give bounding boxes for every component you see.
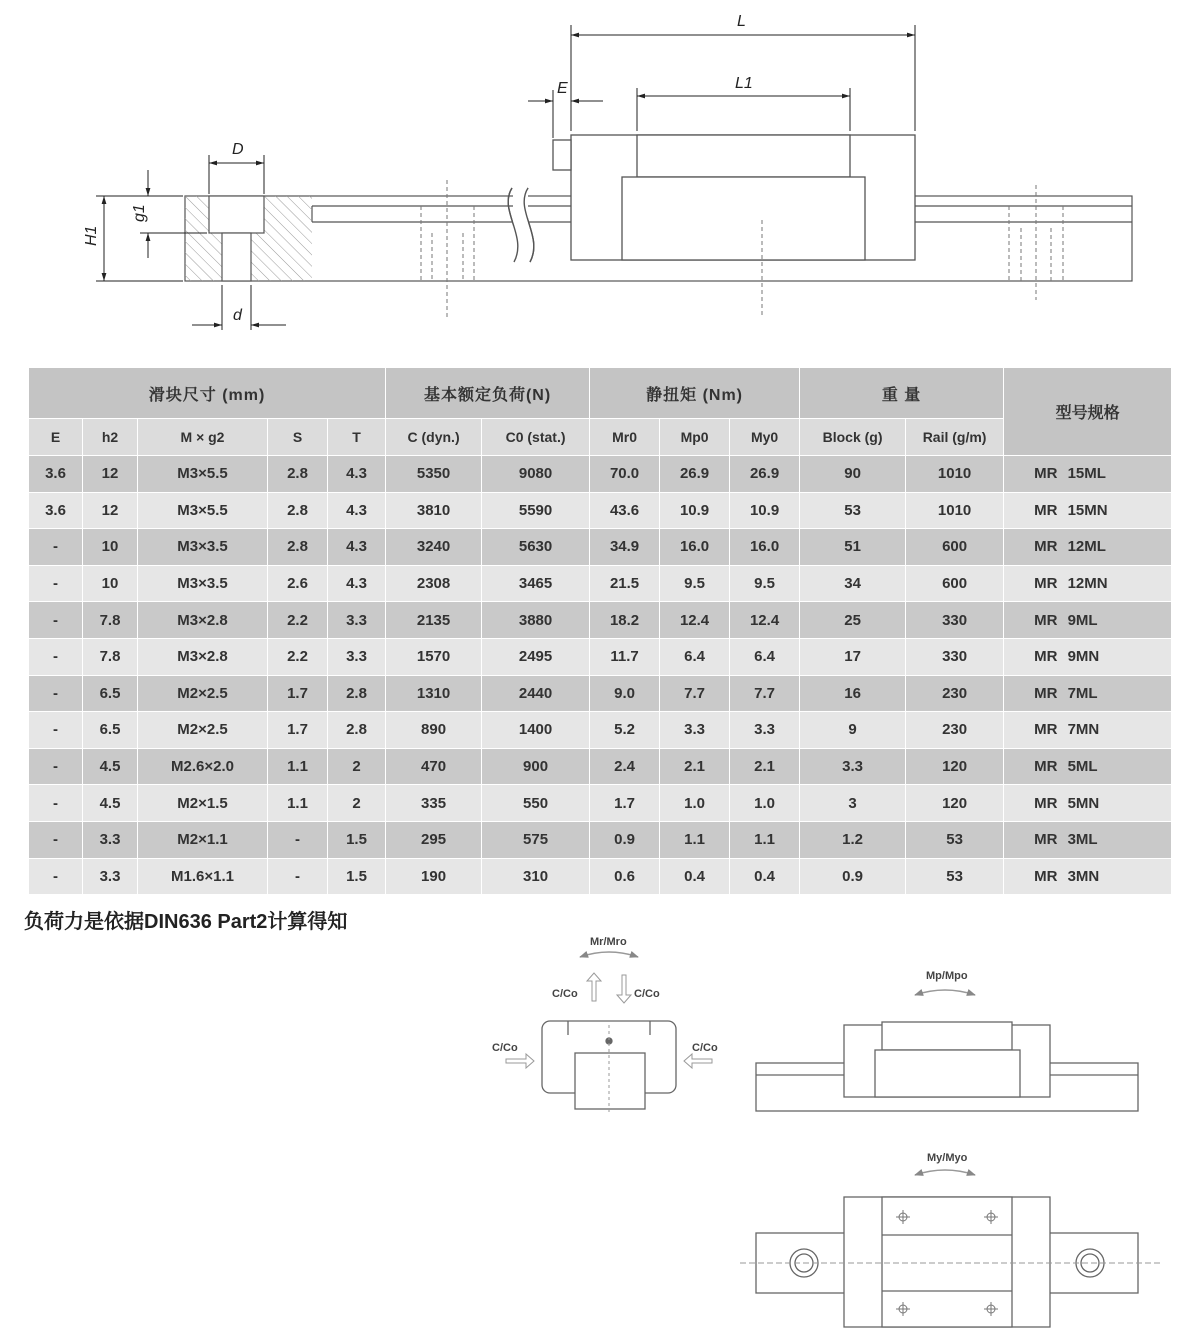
model-cell: MR 7ML	[1004, 675, 1172, 712]
table-cell: 51	[800, 529, 906, 566]
table-cell: M3×5.5	[138, 456, 268, 493]
table-cell: 2308	[386, 565, 482, 602]
table-cell: 12.4	[730, 602, 800, 639]
table-cell: 2.1	[730, 748, 800, 785]
table-cell: 1.1	[730, 821, 800, 858]
header-static-moment: 静扭矩 (Nm)	[590, 368, 800, 419]
table-sub-header-row	[29, 419, 1172, 456]
table-cell: 6.4	[660, 638, 730, 675]
table-cell: 1.7	[590, 785, 660, 822]
table-cell: 2.8	[268, 456, 328, 493]
table-cell: 600	[906, 529, 1004, 566]
table-cell: 1310	[386, 675, 482, 712]
table-cell: 34.9	[590, 529, 660, 566]
table-cell: -	[29, 565, 83, 602]
table-cell: -	[29, 712, 83, 749]
table-cell: 26.9	[730, 456, 800, 493]
rail-section-hatch	[185, 196, 312, 281]
table-cell: 2.6	[268, 565, 328, 602]
table-cell: M3×3.5	[138, 565, 268, 602]
table-cell: 11.7	[590, 638, 660, 675]
model-cell: MR 3ML	[1004, 821, 1172, 858]
table-cell: M2×1.5	[138, 785, 268, 822]
table-cell: 1570	[386, 638, 482, 675]
table-cell: 1.7	[268, 675, 328, 712]
dim-label-L: L	[737, 13, 746, 30]
table-cell: 2	[328, 785, 386, 822]
table-cell: 1.5	[328, 858, 386, 895]
label-side-right: C/Co	[692, 1042, 718, 1054]
header-weight: 重 量	[800, 368, 1004, 419]
table-cell: 1010	[906, 456, 1004, 493]
table-cell: 3.3	[328, 602, 386, 639]
table-cell: 10	[83, 565, 138, 602]
model-cell: MR 7MN	[1004, 712, 1172, 749]
table-cell: 310	[482, 858, 590, 895]
table-cell: 1.2	[800, 821, 906, 858]
column-header: C0 (stat.)	[482, 419, 590, 456]
label-side-left: C/Co	[492, 1042, 518, 1054]
model-cell: MR 12MN	[1004, 565, 1172, 602]
mounting-hole-right	[1009, 185, 1063, 300]
table-cell: 3.3	[83, 858, 138, 895]
label-load-right: C/Co	[634, 988, 660, 1000]
table-cell: -	[29, 529, 83, 566]
table-cell: 10	[83, 529, 138, 566]
table-cell: 190	[386, 858, 482, 895]
table-cell: 3240	[386, 529, 482, 566]
table-cell: 25	[800, 602, 906, 639]
table-cell: 0.4	[730, 858, 800, 895]
table-cell: M2×2.5	[138, 712, 268, 749]
header-block-dims: 滑块尺寸 (mm)	[29, 368, 386, 419]
table-cell: 5630	[482, 529, 590, 566]
table-row	[29, 748, 1172, 785]
header-rated-load: 基本额定负荷(N)	[386, 368, 590, 419]
table-cell: 7.7	[660, 675, 730, 712]
table-cell: 230	[906, 712, 1004, 749]
table-cell: 3.6	[29, 492, 83, 529]
spec-table	[28, 367, 1172, 895]
table-group-header-row	[29, 368, 1172, 419]
dim-label-d: d	[233, 307, 242, 324]
table-cell: -	[268, 858, 328, 895]
column-header: My0	[730, 419, 800, 456]
table-cell: 5.2	[590, 712, 660, 749]
table-cell: 70.0	[590, 456, 660, 493]
table-cell: 3880	[482, 602, 590, 639]
table-cell: 0.9	[590, 821, 660, 858]
table-cell: M1.6×1.1	[138, 858, 268, 895]
table-cell: 6.4	[730, 638, 800, 675]
table-cell: 90	[800, 456, 906, 493]
table-cell: 0.6	[590, 858, 660, 895]
table-cell: 1.0	[730, 785, 800, 822]
table-row	[29, 675, 1172, 712]
table-row	[29, 858, 1172, 895]
table-cell: 2.8	[268, 492, 328, 529]
model-cell: MR 5ML	[1004, 748, 1172, 785]
table-cell: 9080	[482, 456, 590, 493]
down-arrow	[617, 975, 631, 1003]
model-cell: MR 15MN	[1004, 492, 1172, 529]
column-header: Block (g)	[800, 419, 906, 456]
pitch-moment-arrow	[915, 990, 975, 995]
carriage-block	[553, 135, 915, 260]
table-cell: -	[29, 748, 83, 785]
front-view	[542, 1021, 676, 1109]
table-cell: 575	[482, 821, 590, 858]
label-top-moment: Mr/Mro	[590, 936, 627, 948]
load-direction-diagrams	[470, 925, 1190, 1335]
table-cell: 2440	[482, 675, 590, 712]
table-row	[29, 529, 1172, 566]
table-cell: 0.9	[800, 858, 906, 895]
table-cell: M3×2.8	[138, 602, 268, 639]
column-header: C (dyn.)	[386, 419, 482, 456]
table-cell: 330	[906, 638, 1004, 675]
top-view	[756, 1197, 1138, 1327]
table-cell: M3×3.5	[138, 529, 268, 566]
table-cell: 7.8	[83, 638, 138, 675]
table-cell: 2.8	[328, 675, 386, 712]
table-cell: -	[29, 785, 83, 822]
top-moment-arrow	[580, 952, 638, 957]
model-cell: MR 12ML	[1004, 529, 1172, 566]
table-cell: 3810	[386, 492, 482, 529]
table-cell: M2×2.5	[138, 675, 268, 712]
header-model: 型号规格	[1004, 368, 1172, 456]
table-cell: 3.3	[328, 638, 386, 675]
table-cell: -	[29, 821, 83, 858]
table-cell: 16.0	[660, 529, 730, 566]
table-cell: 600	[906, 565, 1004, 602]
column-header: h2	[83, 419, 138, 456]
mounting-hole-middle	[421, 180, 474, 320]
table-cell: 2.1	[660, 748, 730, 785]
table-cell: 1400	[482, 712, 590, 749]
table-cell: 18.2	[590, 602, 660, 639]
model-cell: MR 9MN	[1004, 638, 1172, 675]
table-cell: 4.3	[328, 492, 386, 529]
table-cell: M3×2.8	[138, 638, 268, 675]
model-cell: MR 9ML	[1004, 602, 1172, 639]
table-cell: 295	[386, 821, 482, 858]
dim-label-g1: g1	[131, 204, 148, 222]
table-cell: 53	[800, 492, 906, 529]
table-cell: 12	[83, 492, 138, 529]
table-cell: 3.3	[800, 748, 906, 785]
column-header: Mr0	[590, 419, 660, 456]
table-cell: 2135	[386, 602, 482, 639]
right-arrow	[684, 1054, 712, 1068]
table-cell: 1010	[906, 492, 1004, 529]
table-cell: 10.9	[660, 492, 730, 529]
table-cell: 2.2	[268, 602, 328, 639]
table-cell: 330	[906, 602, 1004, 639]
table-cell: 43.6	[590, 492, 660, 529]
yaw-moment-arrow	[915, 1170, 975, 1175]
table-cell: 7.7	[730, 675, 800, 712]
column-header: S	[268, 419, 328, 456]
table-cell: 53	[906, 821, 1004, 858]
table-cell: 1.5	[328, 821, 386, 858]
table-cell: 16	[800, 675, 906, 712]
table-cell: 26.9	[660, 456, 730, 493]
up-arrow	[587, 973, 601, 1001]
table-cell: 53	[906, 858, 1004, 895]
table-cell: -	[29, 858, 83, 895]
table-cell: 5350	[386, 456, 482, 493]
table-cell: 17	[800, 638, 906, 675]
label-load-left: C/Co	[552, 988, 578, 1000]
table-cell: 1.0	[660, 785, 730, 822]
table-cell: 12	[83, 456, 138, 493]
table-cell: 900	[482, 748, 590, 785]
table-row	[29, 492, 1172, 529]
table-cell: 9.5	[730, 565, 800, 602]
table-cell: 2.4	[590, 748, 660, 785]
table-cell: 120	[906, 748, 1004, 785]
table-cell: 6.5	[83, 675, 138, 712]
table-cell: 1.7	[268, 712, 328, 749]
table-cell: 9.0	[590, 675, 660, 712]
label-yaw-moment: My/Myo	[927, 1152, 968, 1164]
table-cell: 7.8	[83, 602, 138, 639]
table-row	[29, 602, 1172, 639]
table-cell: 0.4	[660, 858, 730, 895]
model-cell: MR 3MN	[1004, 858, 1172, 895]
column-header: Mp0	[660, 419, 730, 456]
table-cell: 3.6	[29, 456, 83, 493]
table-cell: 3.3	[660, 712, 730, 749]
table-cell: 890	[386, 712, 482, 749]
table-cell: -	[268, 821, 328, 858]
table-cell: 4.5	[83, 748, 138, 785]
table-cell: 12.4	[660, 602, 730, 639]
table-cell: 4.3	[328, 565, 386, 602]
table-cell: 2.8	[328, 712, 386, 749]
model-cell: MR 5MN	[1004, 785, 1172, 822]
table-row	[29, 785, 1172, 822]
table-row	[29, 565, 1172, 602]
dim-label-L1: L1	[735, 75, 753, 92]
table-cell: 21.5	[590, 565, 660, 602]
table-cell: 9.5	[660, 565, 730, 602]
table-cell: 3465	[482, 565, 590, 602]
table-cell: 550	[482, 785, 590, 822]
table-row	[29, 821, 1172, 858]
dim-label-E: E	[557, 80, 568, 97]
label-pitch-moment: Mp/Mpo	[926, 970, 968, 982]
table-cell: 230	[906, 675, 1004, 712]
table-cell: 4.3	[328, 456, 386, 493]
table-cell: 3.3	[730, 712, 800, 749]
table-cell: 335	[386, 785, 482, 822]
table-cell: M2.6×2.0	[138, 748, 268, 785]
column-header: Rail (g/m)	[906, 419, 1004, 456]
footnote: 负荷力是依据DIN636 Part2计算得知	[24, 911, 348, 933]
table-cell: 5590	[482, 492, 590, 529]
table-cell: 120	[906, 785, 1004, 822]
table-cell: 2.8	[268, 529, 328, 566]
table-cell: 9	[800, 712, 906, 749]
table-cell: 3	[800, 785, 906, 822]
dim-label-H1: H1	[83, 225, 100, 246]
table-cell: 4.5	[83, 785, 138, 822]
table-cell: 34	[800, 565, 906, 602]
left-arrow	[506, 1054, 534, 1068]
table-cell: 1.1	[268, 748, 328, 785]
table-cell: 6.5	[83, 712, 138, 749]
rail-dimension-drawing	[0, 0, 1200, 360]
column-header: M × g2	[138, 419, 268, 456]
column-header: E	[29, 419, 83, 456]
table-row	[29, 712, 1172, 749]
model-cell: MR 15ML	[1004, 456, 1172, 493]
table-cell: -	[29, 602, 83, 639]
side-view	[756, 1022, 1138, 1111]
table-cell: 470	[386, 748, 482, 785]
table-cell: 4.3	[328, 529, 386, 566]
table-cell: -	[29, 638, 83, 675]
table-row	[29, 638, 1172, 675]
table-cell: 16.0	[730, 529, 800, 566]
table-cell: 1.1	[660, 821, 730, 858]
column-header: T	[328, 419, 386, 456]
table-cell: 10.9	[730, 492, 800, 529]
dim-label-D: D	[232, 141, 244, 158]
table-cell: 2.2	[268, 638, 328, 675]
table-cell: M3×5.5	[138, 492, 268, 529]
table-row	[29, 456, 1172, 493]
table-cell: 3.3	[83, 821, 138, 858]
table-cell: 2495	[482, 638, 590, 675]
table-cell: 2	[328, 748, 386, 785]
table-cell: -	[29, 675, 83, 712]
table-cell: 1.1	[268, 785, 328, 822]
table-cell: M2×1.1	[138, 821, 268, 858]
